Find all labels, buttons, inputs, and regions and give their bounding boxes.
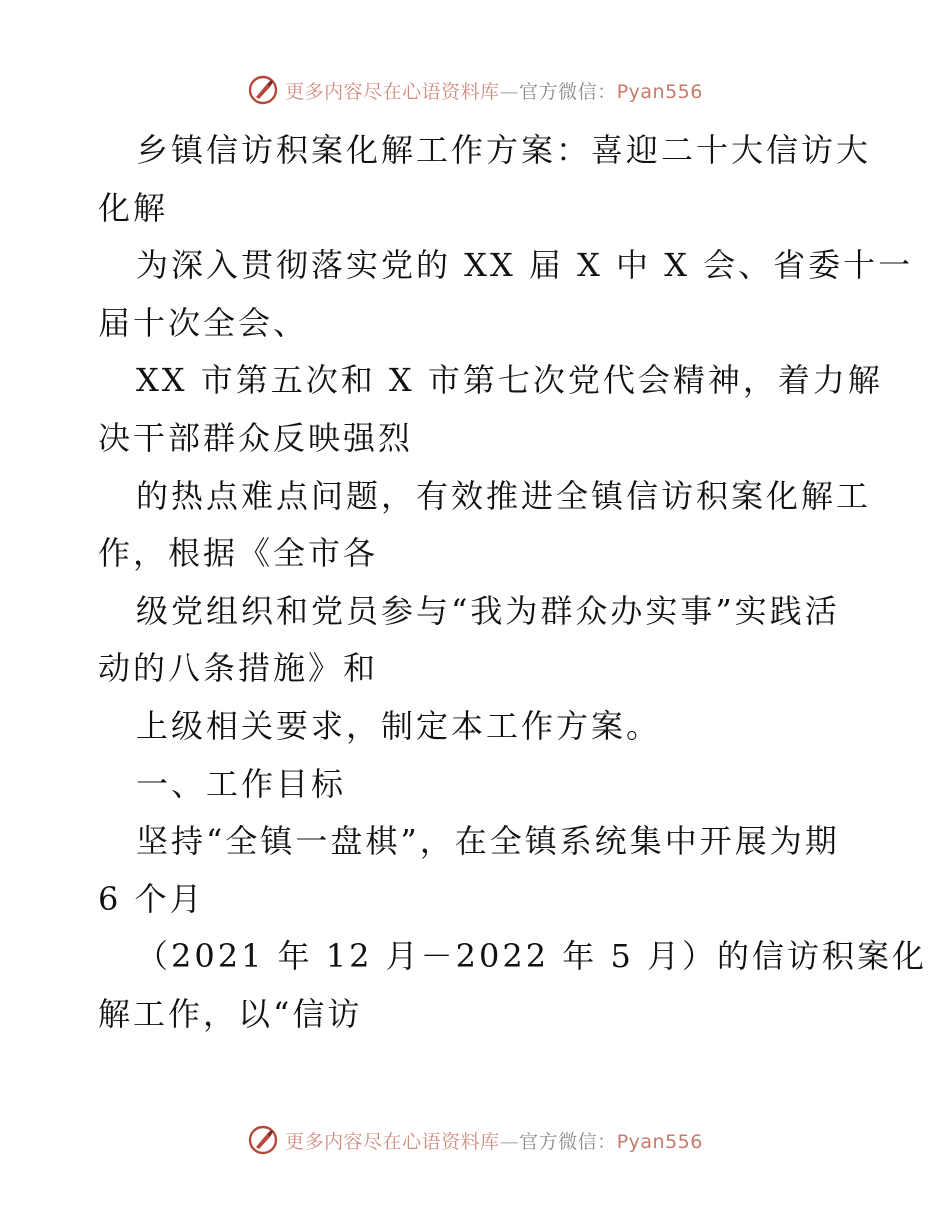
text-line: 6 个月 bbox=[98, 879, 205, 918]
header-watermark bbox=[0, 74, 950, 106]
text-line: 动的八条措施》和 bbox=[98, 649, 379, 688]
watermark-main: 更多内容尽在心语资料库 bbox=[285, 80, 500, 103]
watermark-label: 官方微信： bbox=[519, 1130, 617, 1153]
text-line: 一、工作目标 bbox=[136, 764, 347, 803]
watermark-separator: — bbox=[499, 80, 520, 103]
watermark-separator: — bbox=[499, 1130, 520, 1153]
text-line: 坚持“全镇一盘棋”，在全镇系统集中开展为期 bbox=[136, 822, 840, 861]
text-line: 决干部群众反映强烈 bbox=[98, 418, 414, 457]
text-line: XX 市第五次和 X 市第七次党代会精神，着力解 bbox=[136, 361, 883, 400]
watermark-main: 更多内容尽在心语资料库 bbox=[285, 1130, 500, 1153]
text-line: 届十次全会、 bbox=[98, 303, 309, 342]
document-body bbox=[98, 122, 927, 1044]
text-line: 解工作，以“信访 bbox=[98, 994, 363, 1033]
watermark-id: Pyan556 bbox=[616, 1130, 703, 1153]
text-line: 乡镇信访积案化解工作方案：喜迎二十大信访大 bbox=[136, 131, 872, 169]
text-line: 的热点难点问题，有效推进全镇信访积案化解工 bbox=[136, 476, 872, 515]
watermark-label: 官方微信： bbox=[519, 80, 617, 103]
text-line: 上级相关要求，制定本工作方案。 bbox=[136, 706, 662, 745]
pen-logo-icon bbox=[247, 74, 279, 106]
text-line: 为深入贯彻落实党的 XX 届 X 中 X 会、省委十一 bbox=[136, 246, 914, 285]
text-line: 作，根据《全市各 bbox=[98, 534, 379, 573]
watermark-text bbox=[285, 1127, 703, 1154]
text-line: 级党组织和党员参与“我为群众办实事”实践活 bbox=[136, 591, 840, 630]
footer-watermark bbox=[0, 1124, 950, 1156]
watermark-id: Pyan556 bbox=[616, 80, 703, 103]
text-line: 化解 bbox=[98, 188, 169, 227]
text-line: （2021 年 12 月－2022 年 5 月）的信访积案化 bbox=[136, 937, 927, 976]
watermark-text bbox=[285, 77, 703, 104]
pen-logo-icon bbox=[247, 1124, 279, 1156]
